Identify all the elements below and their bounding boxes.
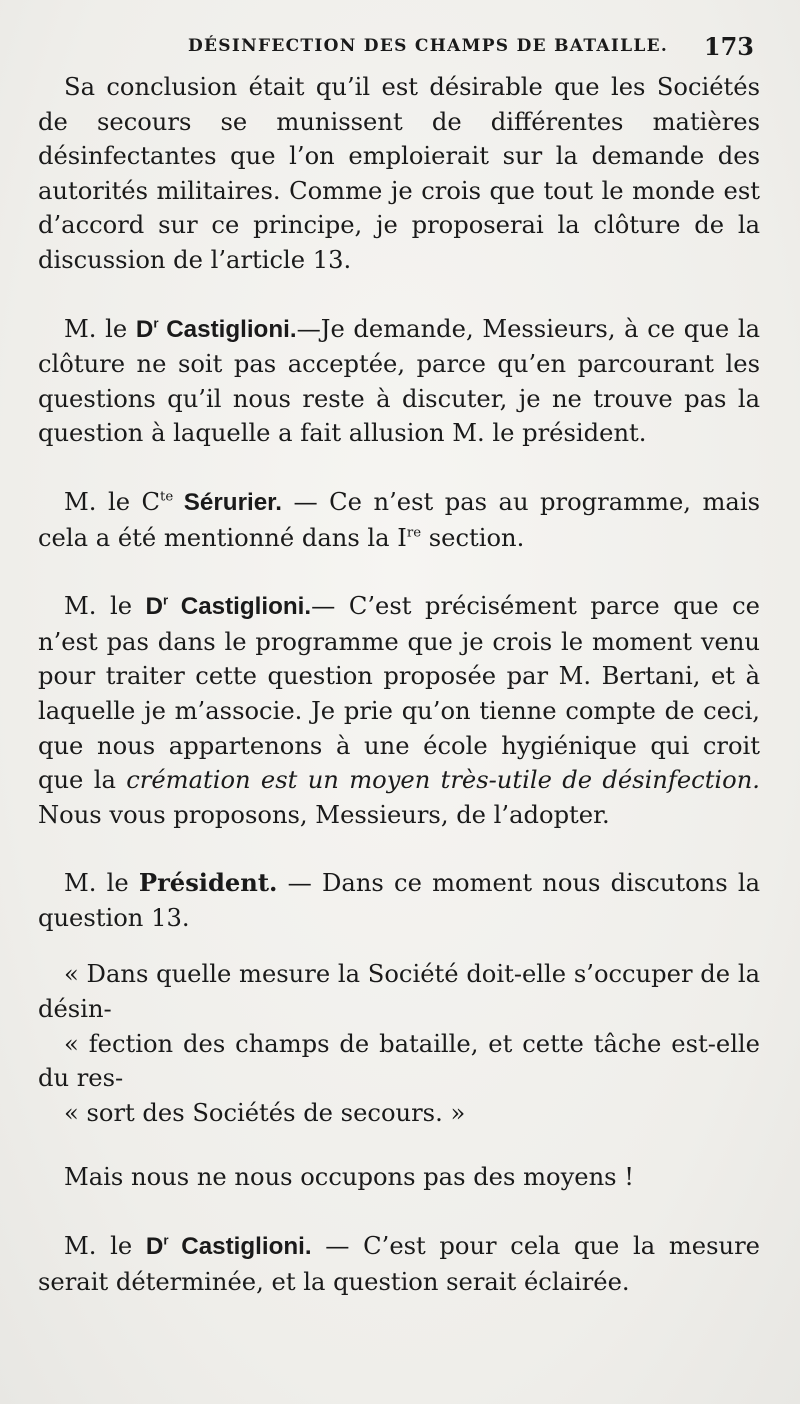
speaker-title: D bbox=[145, 593, 164, 621]
italic-emphasis: crémation est un moyen très-utile de désinfection. bbox=[126, 766, 760, 795]
speech-text: — C’est pour cela que la mesure serait déterminée, et la question serait éclairée. bbox=[38, 1232, 760, 1296]
paragraph-castiglioni-3 bbox=[38, 1229, 760, 1299]
quote-line: « Dans quelle mesure la Société doit-elle s’occuper de la désin- bbox=[38, 960, 760, 1024]
paragraph-president bbox=[38, 866, 760, 935]
running-head bbox=[0, 32, 800, 62]
speaker-prefix: M. le bbox=[64, 592, 146, 621]
running-head-title: DÉSINFECTION DES CHAMPS DE BATAILLE. bbox=[188, 36, 669, 56]
speaker-title: D bbox=[135, 315, 154, 343]
speaker-name: Président. bbox=[138, 868, 278, 898]
paragraph-conclusion: Sa conclusion était qu’il est désirable que les Sociétés de secours se munissent de différentes matières désinfectantes que l’on emploierait sur la demande des autorités militaires. Comme je crois que tout le monde est d’accord sur ce principe, je proposerai la clôture de la discussion de l’article 13. bbox=[38, 73, 760, 274]
speaker-prefix: M. le bbox=[64, 869, 139, 898]
speaker-title-sup: te bbox=[160, 489, 174, 505]
paragraph-means: Mais nous ne nous occupons pas des moyens ! bbox=[64, 1163, 634, 1192]
speech-text: —Je demande, Messieurs, à ce que la clôture ne soit pas acceptée, parce qu’en parcourant les questions qu’il nous reste à discuter, je ne trouve pas la question à laquelle a fait allusion M. le président. bbox=[38, 314, 760, 448]
speaker-title-sup: r bbox=[163, 1232, 169, 1248]
speaker-surname: Castiglioni. bbox=[168, 1233, 312, 1261]
paragraph-castiglioni-2 bbox=[38, 589, 760, 832]
speaker-name: Sérurier. bbox=[173, 488, 282, 516]
speaker-title-sup: r bbox=[153, 315, 159, 331]
speech-text: — Dans ce moment nous discutons la question 13. bbox=[38, 869, 760, 932]
paragraph-serurier bbox=[38, 485, 760, 555]
quoted-question bbox=[38, 957, 760, 1130]
quote-line: « fection des champs de bataille, et cette tâche est-elle du res- bbox=[38, 1029, 760, 1093]
speech-text-end: Nous vous proposons, Messieurs, de l’adopter. bbox=[38, 800, 610, 829]
paragraph-castiglioni-1 bbox=[38, 312, 760, 451]
speaker-name bbox=[136, 316, 297, 343]
speaker-prefix: M. le bbox=[64, 314, 136, 343]
quote-line: « sort des Sociétés de secours. » bbox=[64, 1098, 466, 1127]
page-number: 173 bbox=[703, 32, 754, 61]
speaker-name bbox=[146, 1233, 312, 1260]
speaker-surname: Castiglioni. bbox=[168, 593, 312, 621]
speaker-surname: Castiglioni. bbox=[158, 315, 297, 343]
speaker-name bbox=[146, 593, 312, 620]
speaker-title: D bbox=[145, 1233, 164, 1261]
speech-text: — Ce n’est pas au programme, mais cela a été mentionné dans la I bbox=[38, 487, 761, 552]
speaker-prefix: M. le C bbox=[64, 487, 161, 516]
ordinal-sup: re bbox=[406, 525, 422, 541]
speaker-title-sup: r bbox=[163, 592, 169, 608]
page-body bbox=[38, 70, 760, 1299]
speech-text-end: section. bbox=[421, 523, 525, 552]
speech-text: — C’est précisément parce que ce n’est pas dans le programme que je crois le moment venu pour traiter cette question proposée par M. Bertani, et à laquelle je m’associe. Je prie qu’on tienne compte de ceci, que nous appartenons à une école hygiénique qui croit que la bbox=[38, 592, 760, 795]
speaker-prefix: M. le bbox=[64, 1232, 146, 1261]
